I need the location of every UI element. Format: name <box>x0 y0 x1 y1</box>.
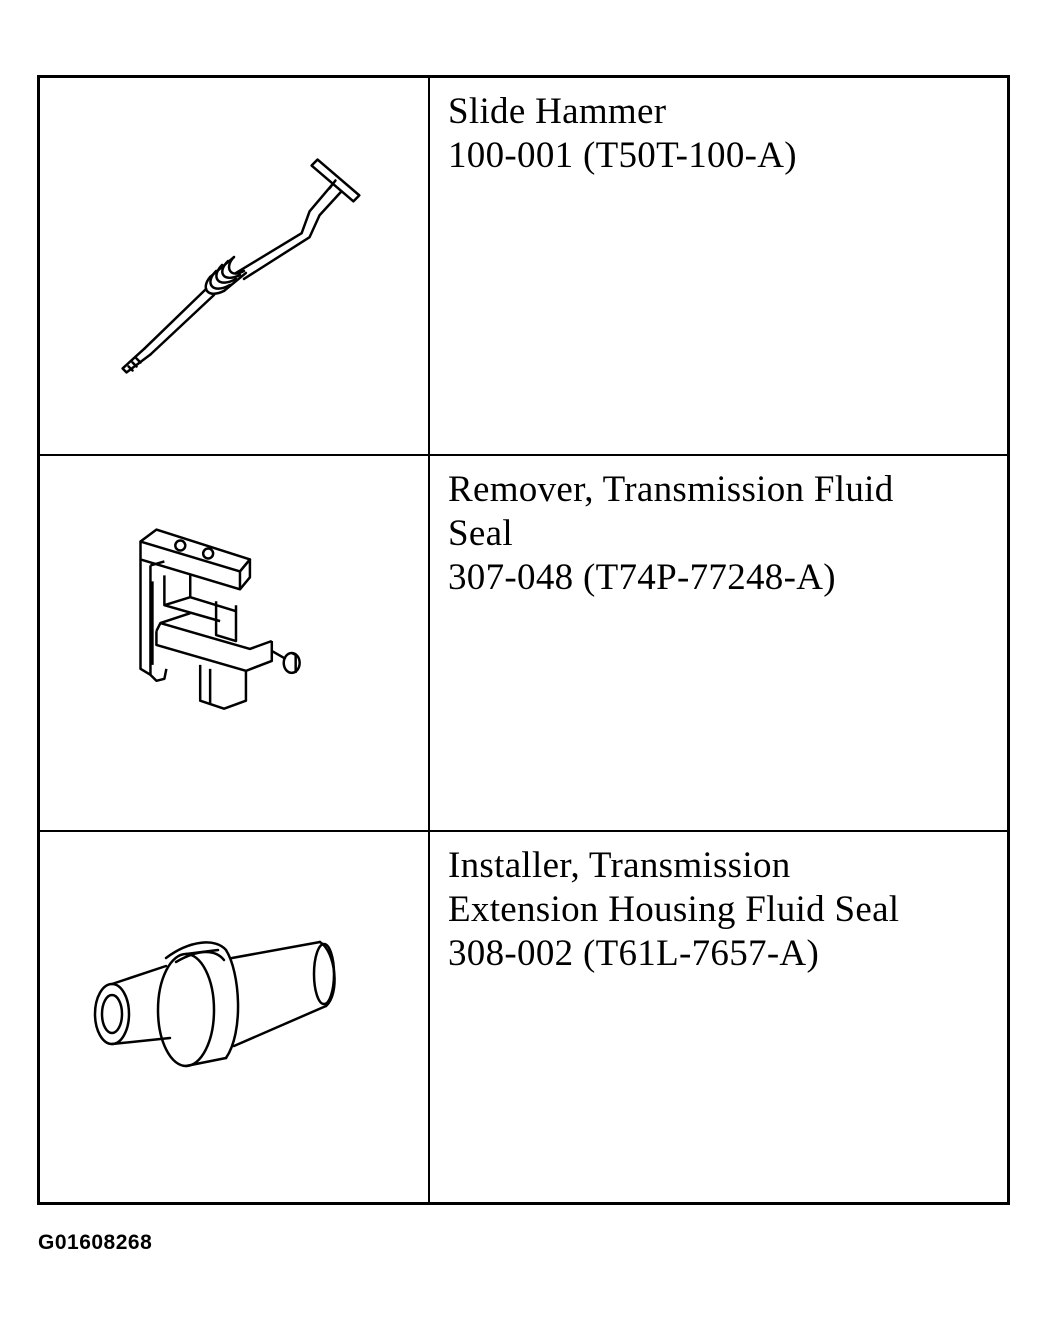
seal-remover-icon <box>40 456 430 830</box>
tool-row <box>40 456 1007 832</box>
tool-part-number: 307-048 (T74P-77248-A) <box>448 557 836 598</box>
tool-image-cell <box>40 456 430 830</box>
tool-part-number: 308-002 (T61L-7657-A) <box>448 933 820 974</box>
tool-description <box>430 456 1007 830</box>
figure-id: G01608268 <box>38 1231 153 1254</box>
slide-hammer-icon <box>40 78 430 454</box>
tool-description <box>430 832 1007 1202</box>
tool-name-line: Extension Housing Fluid Seal <box>448 889 900 930</box>
tool-name-line: Slide Hammer <box>448 91 667 132</box>
tool-image-cell <box>40 832 430 1202</box>
tool-description <box>430 78 1007 454</box>
seal-installer-icon <box>40 832 430 1202</box>
tool-image-cell <box>40 78 430 454</box>
tool-name-line: Seal <box>448 513 513 554</box>
tool-part-number: 100-001 (T50T-100-A) <box>448 135 797 176</box>
tool-row <box>40 832 1007 1202</box>
tool-row <box>40 78 1007 456</box>
tool-name-line: Installer, Transmission <box>448 845 791 886</box>
special-tools-table <box>37 75 1010 1205</box>
tool-name-line: Remover, Transmission Fluid <box>448 469 894 510</box>
